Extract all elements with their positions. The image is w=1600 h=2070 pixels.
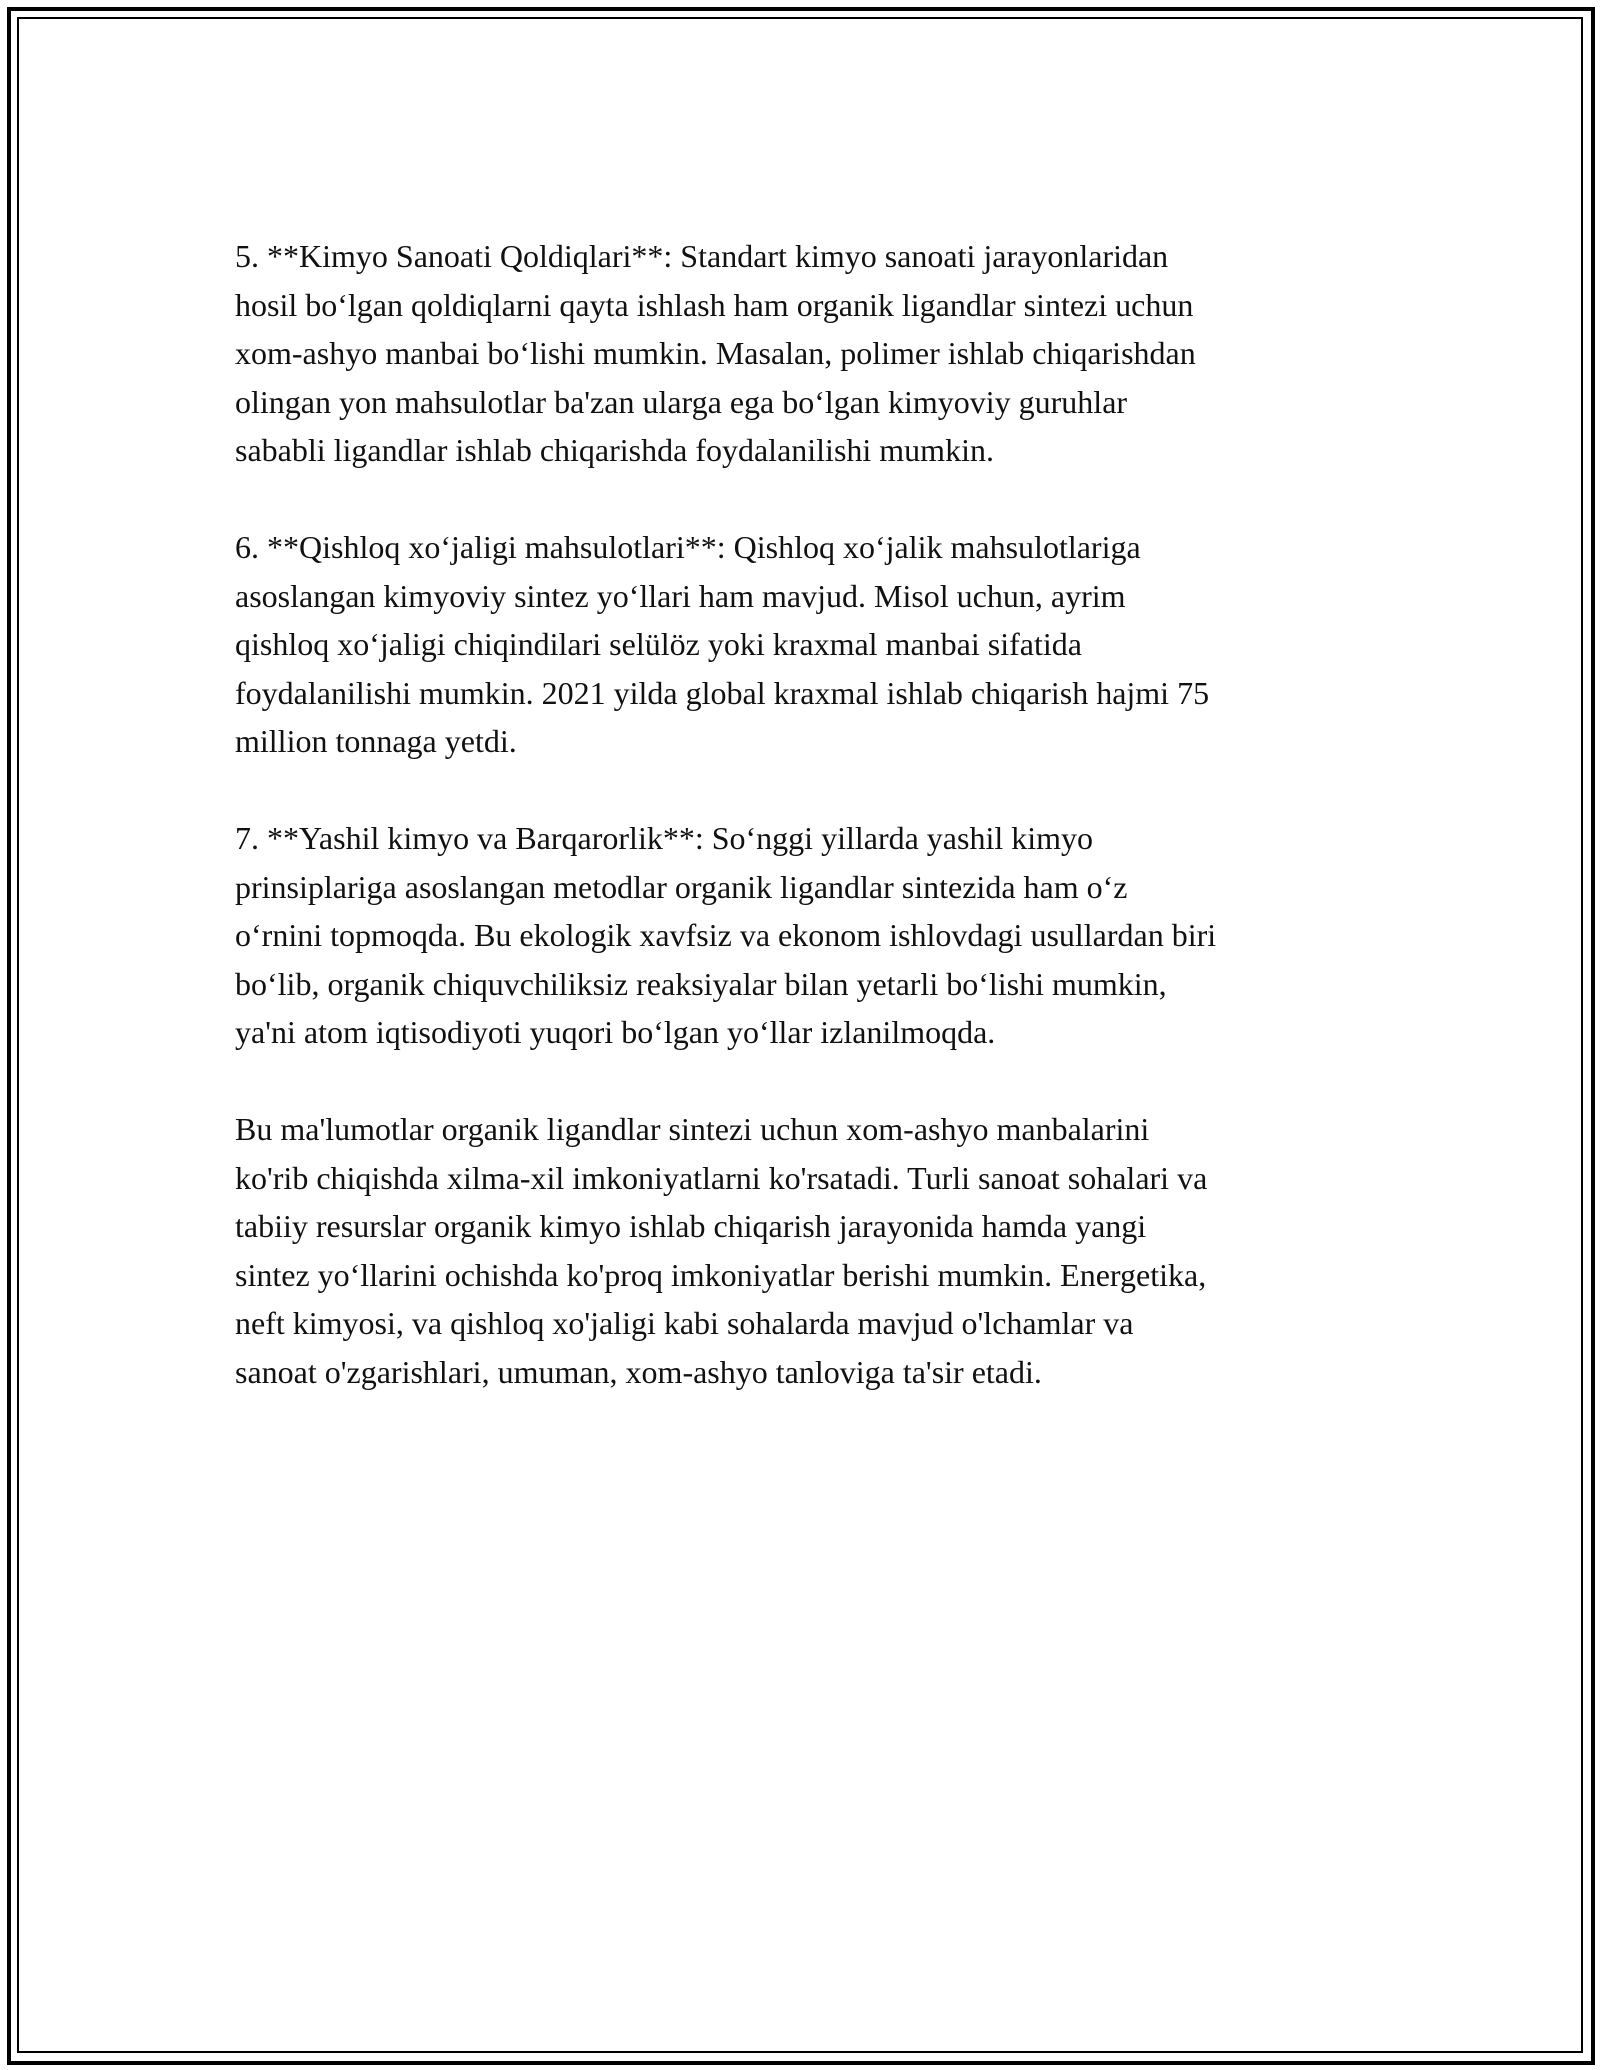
text-line: neft kimyosi, va qishloq xo'jaligi kabi sohalarda mavjud o'lchamlar va	[235, 1305, 1134, 1341]
paragraph-chemical-industry-residues	[235, 232, 1375, 475]
text-line: Bu ma'lumotlar organik ligandlar sintezi uchun xom-ashyo manbalarini	[235, 1111, 1150, 1147]
text-line: 6. **Qishloq xo‘jaligi mahsulotlari**: Qishloq xo‘jalik mahsulotlariga	[235, 529, 1141, 565]
text-line: o‘rnini topmoqda. Bu ekologik xavfsiz va ekonom ishlovdagi usullardan biri	[235, 917, 1217, 953]
text-line: tabiiy resurslar organik kimyo ishlab chiqarish jarayonida hamda yangi	[235, 1208, 1147, 1244]
text-line: qishloq xo‘jaligi chiqindilari selülöz yoki kraxmal manbai sifatida	[235, 626, 1082, 662]
paragraph-agricultural-products	[235, 523, 1375, 766]
text-line: hosil bo‘lgan qoldiqlarni qayta ishlash ham organik ligandlar sintezi uchun	[235, 286, 1194, 323]
text-line: ya'ni atom iqtisodiyoti yuqori bo‘lgan yo‘llar izlanilmoqda.	[235, 1014, 996, 1050]
text-line: olingan yon mahsulotlar ba'zan ularga ega bo‘lgan kimyoviy guruhlar	[235, 383, 1128, 420]
text-line: prinsiplariga asoslangan metodlar organik ligandlar sintezida ham o‘z	[235, 868, 1128, 905]
document-body	[235, 232, 1375, 1445]
paragraph-green-chemistry	[235, 814, 1375, 1057]
text-line: sanoat o'zgarishlari, umuman, xom-ashyo tanloviga ta'sir etadi.	[235, 1353, 1042, 1390]
text-line: ko'rib chiqishda xilma-xil imkoniyatlarni ko'rsatadi. Turli sanoat sohalari va	[235, 1159, 1208, 1196]
text-line: bo‘lib, organik chiquvchiliksiz reaksiyalar bilan yetarli bo‘lishi mumkin,	[235, 965, 1167, 1002]
text-line: foydalanilishi mumkin. 2021 yilda global kraxmal ishlab chiqarish hajmi 75	[235, 674, 1210, 711]
paragraph-conclusion	[235, 1105, 1375, 1396]
text-line: sababli ligandlar ishlab chiqarishda foydalanilishi mumkin.	[235, 432, 994, 468]
text-line: sintez yo‘llarini ochishda ko'proq imkoniyatlar berishi mumkin. Energetika,	[235, 1256, 1207, 1293]
text-line: 5. **Kimyo Sanoati Qoldiqlari**: Standart kimyo sanoati jarayonlaridan	[235, 238, 1169, 274]
text-line: 7. **Yashil kimyo va Barqarorlik**: So‘nggi yillarda yashil kimyo	[235, 820, 1094, 856]
text-line: xom-ashyo manbai bo‘lishi mumkin. Masalan, polimer ishlab chiqarishdan	[235, 335, 1196, 371]
text-line: million tonnaga yetdi.	[235, 723, 517, 759]
text-line: asoslangan kimyoviy sintez yo‘llari ham mavjud. Misol uchun, ayrim	[235, 577, 1126, 614]
